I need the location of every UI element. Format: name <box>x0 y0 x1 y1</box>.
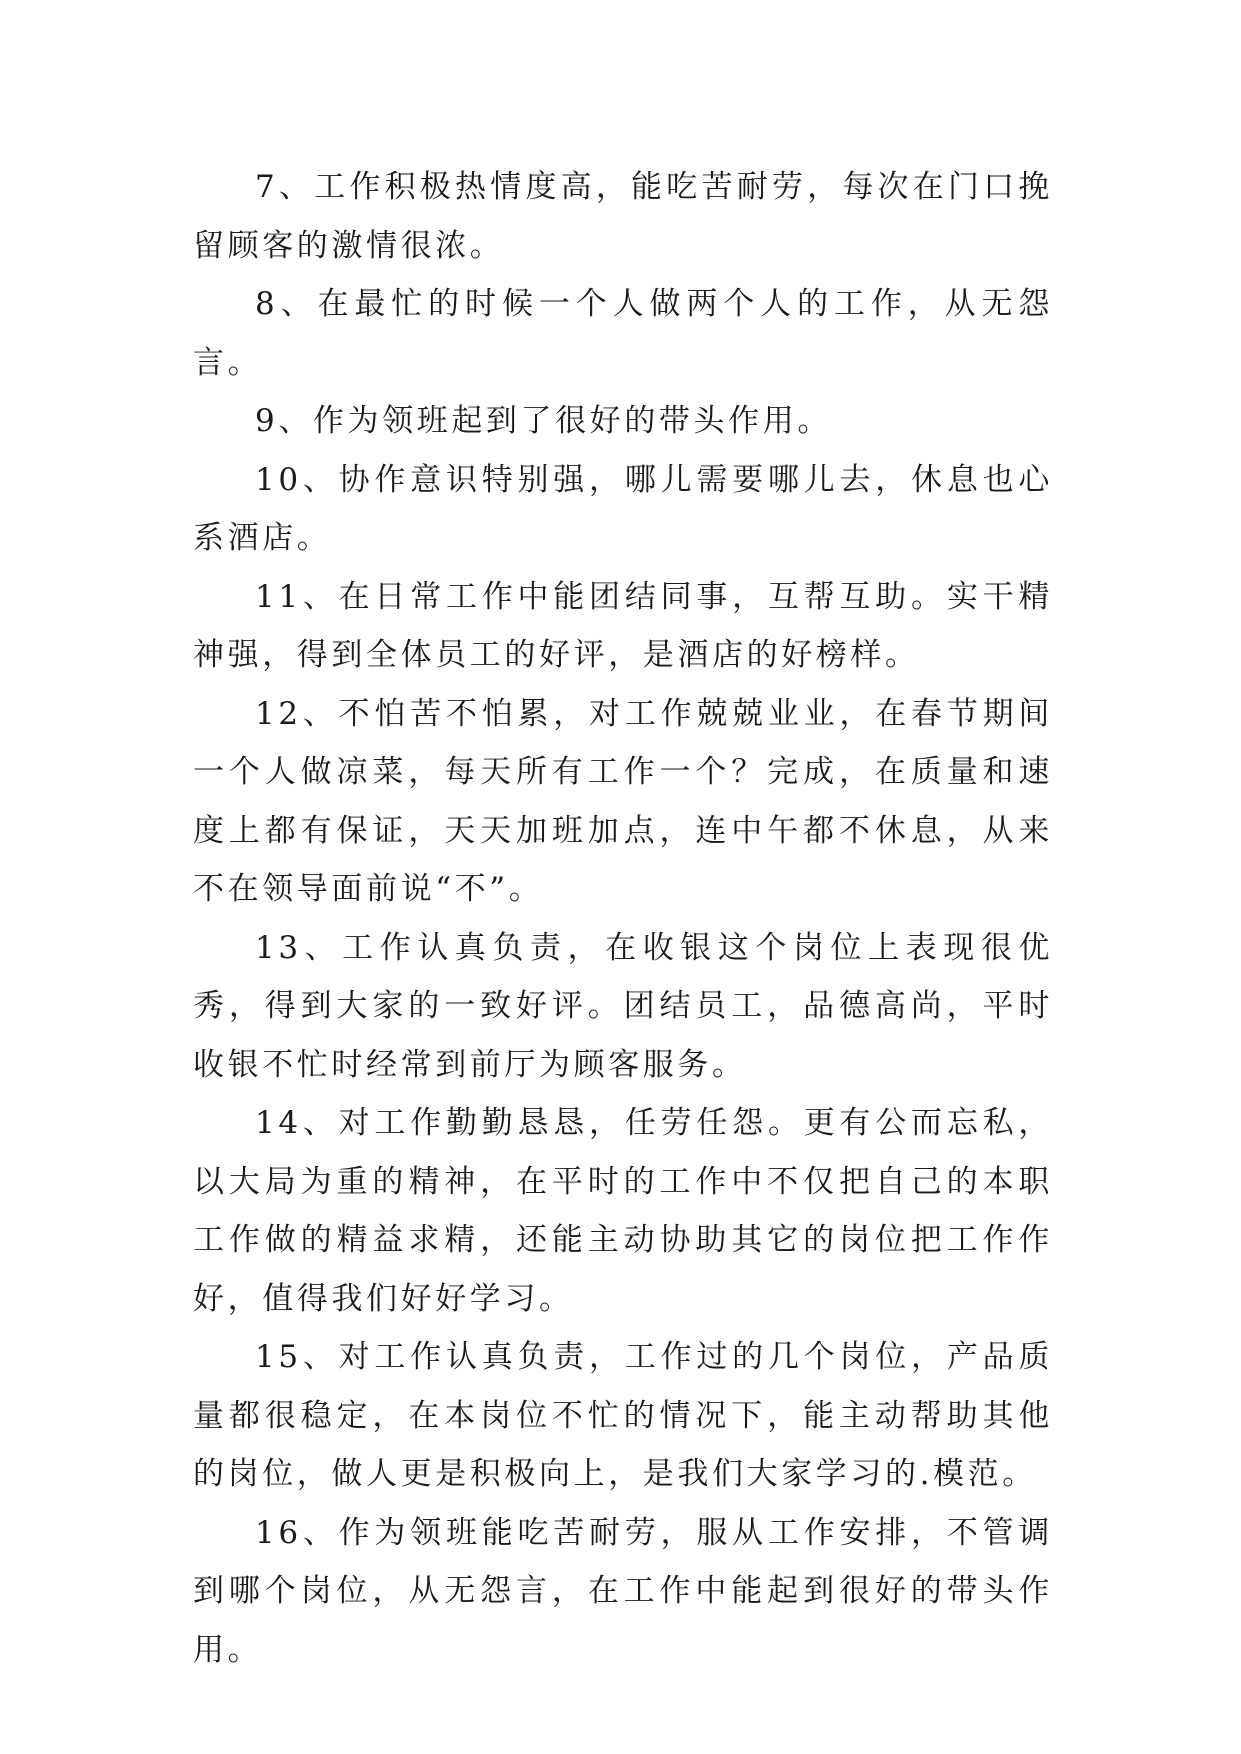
paragraph-item-8: 8、在最忙的时候一个人做两个人的工作，从无怨言。 <box>193 286 1053 381</box>
paragraph-item-14: 14、对工作勤勤恳恳，任劳任怨。更有公而忘私，以大局为重的精神，在平时的工作中不仅把自己的本职工作做的精益求精，还能主动协助其它的岗位把工作作好，值得我们好好学习。 <box>193 1105 1053 1317</box>
paragraph-item-16: 16、作为领班能吃苦耐劳，服从工作安排，不管调到哪个岗位，从无怨言，在工作中能起到很好的带头作用。 <box>193 1514 1053 1668</box>
paragraph-item-11: 11、在日常工作中能团结同事，互帮互助。实干精神强，得到全体员工的好评，是酒店的好榜样。 <box>193 578 1053 673</box>
paragraph-item-13: 13、工作认真负责，在收银这个岗位上表现很优秀，得到大家的一致好评。团结员工，品德高尚，平时收银不忙时经常到前厅为顾客服务。 <box>193 929 1053 1083</box>
paragraph-item-10: 10、协作意识特别强，哪儿需要哪儿去，休息也心系酒店。 <box>193 461 1053 556</box>
document-body <box>193 158 1053 1679</box>
paragraph-item-7: 7、工作积极热情度高，能吃苦耐劳，每次在门口挽留顾客的激情很浓。 <box>193 169 1053 264</box>
paragraph-item-9: 9、作为领班起到了很好的带头作用。 <box>255 403 832 439</box>
paragraph-item-12: 12、不怕苦不怕累，对工作兢兢业业，在春节期间一个人做凉菜，每天所有工作一个？完成，在质量和速度上都有保证，天天加班加点，连中午都不休息，从来不在领导面前说“不”。 <box>193 695 1053 907</box>
paragraph-item-15: 15、对工作认真负责，工作过的几个岗位，产品质量都很稳定，在本岗位不忙的情况下，能主动帮助其他的岗位，做人更是积极向上，是我们大家学习的.模范。 <box>193 1339 1053 1492</box>
